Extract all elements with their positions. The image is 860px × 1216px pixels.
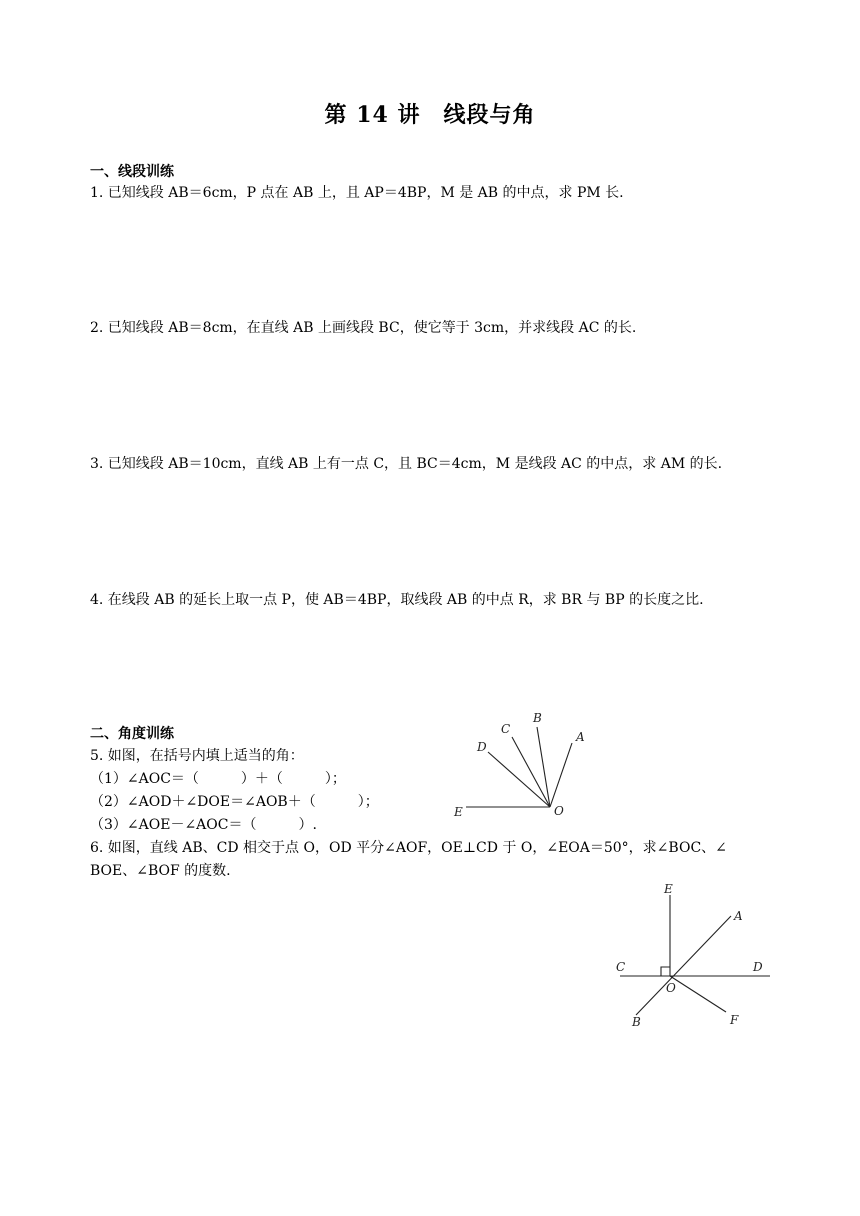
angle-figure-q5 (440, 705, 600, 825)
ray-od (488, 752, 550, 807)
page-title: 第 14 讲 线段与角 (324, 102, 536, 128)
ray-oa (550, 743, 572, 807)
point-label-d: D (753, 960, 763, 974)
section-heading-segments: 一、线段训练 (90, 164, 174, 180)
question-5-part-1: （1）∠AOC＝（ ）＋（ ）； (90, 771, 346, 787)
point-label-e: E (664, 882, 673, 896)
question-5-stem: 5. 如图，在括号内填上适当的角： (90, 748, 304, 764)
point-label-c: C (616, 960, 626, 974)
point-label-b: B (533, 711, 542, 725)
right-angle-mark (661, 967, 670, 976)
ray-of (670, 976, 726, 1012)
point-label-o: O (666, 981, 676, 995)
point-label-a: A (576, 730, 585, 744)
question-6-line-2: BOE、∠BOF 的度数. (90, 863, 231, 879)
point-label-e: E (454, 805, 463, 819)
point-label-c: C (501, 722, 511, 736)
point-label-f: F (730, 1013, 739, 1027)
line-ab (636, 916, 731, 1015)
point-label-d: D (477, 740, 487, 754)
section-heading-angles: 二、角度训练 (90, 726, 174, 742)
question-5-part-3: （3）∠AOE－∠AOC＝（ ）. (90, 817, 317, 833)
question-6-line-1: 6. 如图，直线 AB、CD 相交于点 O，OD 平分∠AOF，OE⊥CD 于 O，∠EOA＝50°，求∠BOC、∠ (90, 840, 727, 856)
angle-figure-q6 (610, 880, 780, 1035)
point-label-a: A (734, 909, 743, 923)
question-2: 2. 已知线段 AB＝8cm，在直线 AB 上画线段 BC，使它等于 3cm，并求线段 AC 的长. (90, 320, 637, 336)
point-label-o: O (554, 804, 564, 818)
point-label-b: B (632, 1015, 641, 1029)
question-3: 3. 已知线段 AB＝10cm，直线 AB 上有一点 C，且 BC＝4cm，M 是线段 AC 的中点，求 AM 的长. (90, 456, 723, 472)
question-4: 4. 在线段 AB 的延长上取一点 P，使 AB＝4BP，取线段 AB 的中点 R，求 BR 与 BP 的长度之比. (90, 592, 704, 608)
question-1: 1. 已知线段 AB＝6cm，P 点在 AB 上，且 AP＝4BP，M 是 AB 的中点，求 PM 长. (90, 185, 624, 201)
question-5-part-2: （2）∠AOD＋∠DOE＝∠AOB＋（ ）； (90, 794, 379, 810)
